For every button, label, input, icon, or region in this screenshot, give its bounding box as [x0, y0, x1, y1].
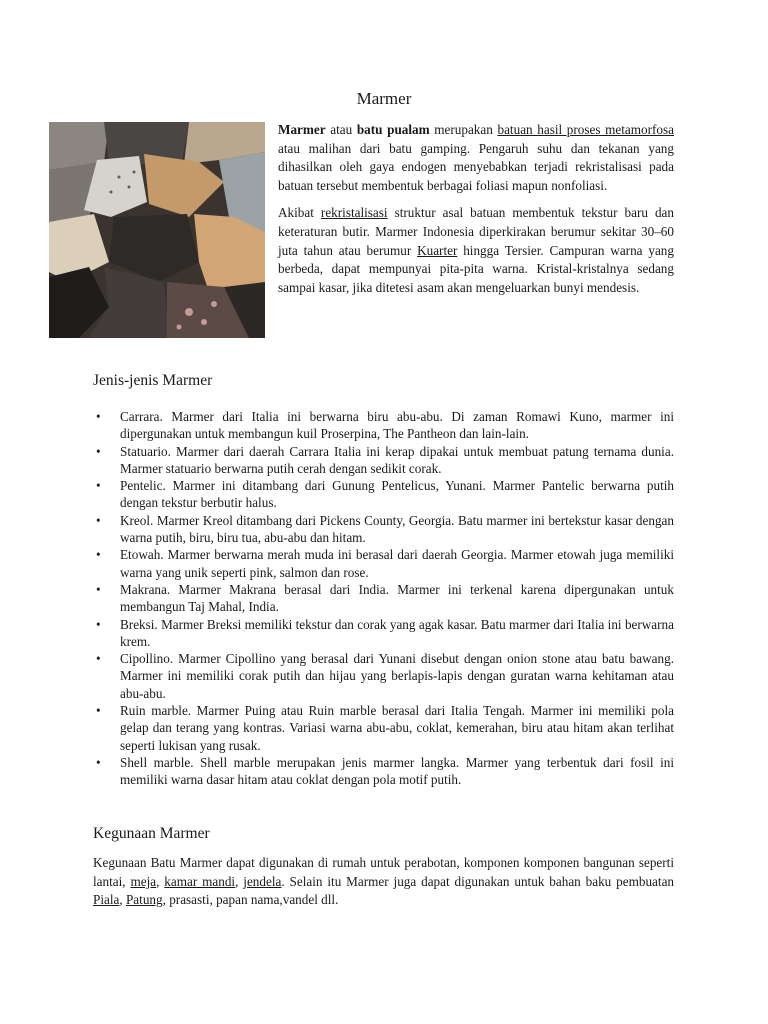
link-patung[interactable]: Patung [125, 892, 163, 908]
link-piala[interactable]: Piala [93, 892, 120, 908]
term-batu-pualam: batu pualam [356, 122, 430, 137]
link-kamar-mandi[interactable]: kamar mandi [164, 873, 236, 889]
marble-types-list [93, 408, 674, 789]
link-kuarter[interactable]: Kuarter [417, 242, 458, 258]
list-item: • Etowah. Marmer berwarna merah muda ini berasal dari daerah Georgia. Marmer etowah juga memiliki warna yang unik seperti pink, salmon dan rose. [93, 546, 674, 581]
list-item: • Ruin marble. Marmer Puing atau Ruin marble berasal dari Italia Tengah. Marmer ini memiliki pola gelap dan terang yang kontras. Variasi warna abu-abu, coklat, kemerahan, biru atau hitam akan terlihat seperti lukisan yang rusak. [93, 702, 674, 754]
link-meja[interactable]: meja [130, 873, 157, 889]
list-item: • Kreol. Marmer Kreol ditambang dari Pickens County, Georgia. Batu marmer ini bertekstur kasar dengan warna putih, biru, biru tua, abu-abu dan hitam. [93, 512, 674, 547]
types-heading: Jenis-jenis Marmer [93, 372, 213, 389]
link-jendela[interactable]: jendela [243, 873, 282, 889]
list-item: • Carrara. Marmer dari Italia ini berwarna biru abu-abu. Di zaman Romawi Kuno, marmer ini dipergunakan untuk membangun kuil Proserpina, The Pantheon dan lain-lain. [93, 408, 674, 443]
list-item: • Shell marble. Shell marble merupakan jenis marmer langka. Marmer yang terbentuk dari fosil ini memiliki warna dasar hitam atau coklat dengan pola motif putih. [93, 754, 674, 789]
link-rekristalisasi[interactable]: rekristalisasi [320, 205, 388, 221]
list-item: • Makrana. Marmer Makrana berasal dari India. Marmer ini terkenal karena dipergunakan untuk membangun Taj Mahal, India. [93, 581, 674, 616]
list-item: • Cipollino. Marmer Cipollino yang berasal dari Yunani disebut dengan onion stone atau batu bawang. Marmer ini memiliki corak putih dan hijau yang berlapis-lapis dengan guratan warna kehitaman atau abu-abu. [93, 650, 674, 702]
link-batuan-metamorfosa[interactable]: batuan hasil proses metamorfosa [497, 122, 674, 137]
intro-paragraph-1: Marmer atau batu pualam merupakan batuan hasil proses metamorfosa atau malihan dari batu gamping. Pengaruh suhu dan tekanan yang dihasilkan oleh gaya endogen menyebabkan terjadi rekristalisasi pada batuan tersebut membentuk berbagai foliasi mapun nonfoliasi. [278, 122, 674, 193]
list-item: • Breksi. Marmer Breksi memiliki tekstur dan corak yang agak kasar. Batu marmer dari Italia ini berwarna krem. [93, 616, 674, 651]
intro-paragraph-2: Akibat rekristalisasi struktur asal batuan membentuk tekstur baru dan keteraturan butir. Marmer Indonesia diperkirakan berumur sekitar 30–60 juta tahun atau berumur Kuarter hingga Tersier. Campuran warna yang berbeda, dapat mempunyai pita-pita warna. Kristal-kristalnya sedang sampai kasar, jika ditetesi asam akan mengeluarkan bunyi mendesis. [278, 205, 674, 295]
marble-samples-photo [49, 122, 265, 338]
usage-heading: Kegunaan Marmer [93, 825, 210, 842]
list-item: • Pentelic. Marmer ini ditambang dari Gunung Pentelicus, Yunani. Marmer Pantelic berwarna putih dengan tekstur berbutir halus. [93, 477, 674, 512]
list-item: • Statuario. Marmer dari daerah Carrara Italia ini kerap dipakai untuk membuat patung ternama dunia. Marmer statuario berwarna putih cerah dengan sedikit corak. [93, 443, 674, 478]
usage-paragraph: Kegunaan Batu Marmer dapat digunakan di rumah untuk perabotan, komponen komponen bangunan seperti lantai, meja, kamar mandi, jendela. Selain itu Marmer juga dapat digunakan untuk bahan baku pembuatan Piala, Patung, prasasti, papan nama,vandel dll. [93, 855, 675, 908]
page-title: Marmer [356, 89, 412, 108]
term-marmer: Marmer [278, 122, 326, 137]
usage-section [93, 854, 674, 910]
marble-samples-image [49, 122, 265, 338]
intro-section [278, 121, 674, 306]
